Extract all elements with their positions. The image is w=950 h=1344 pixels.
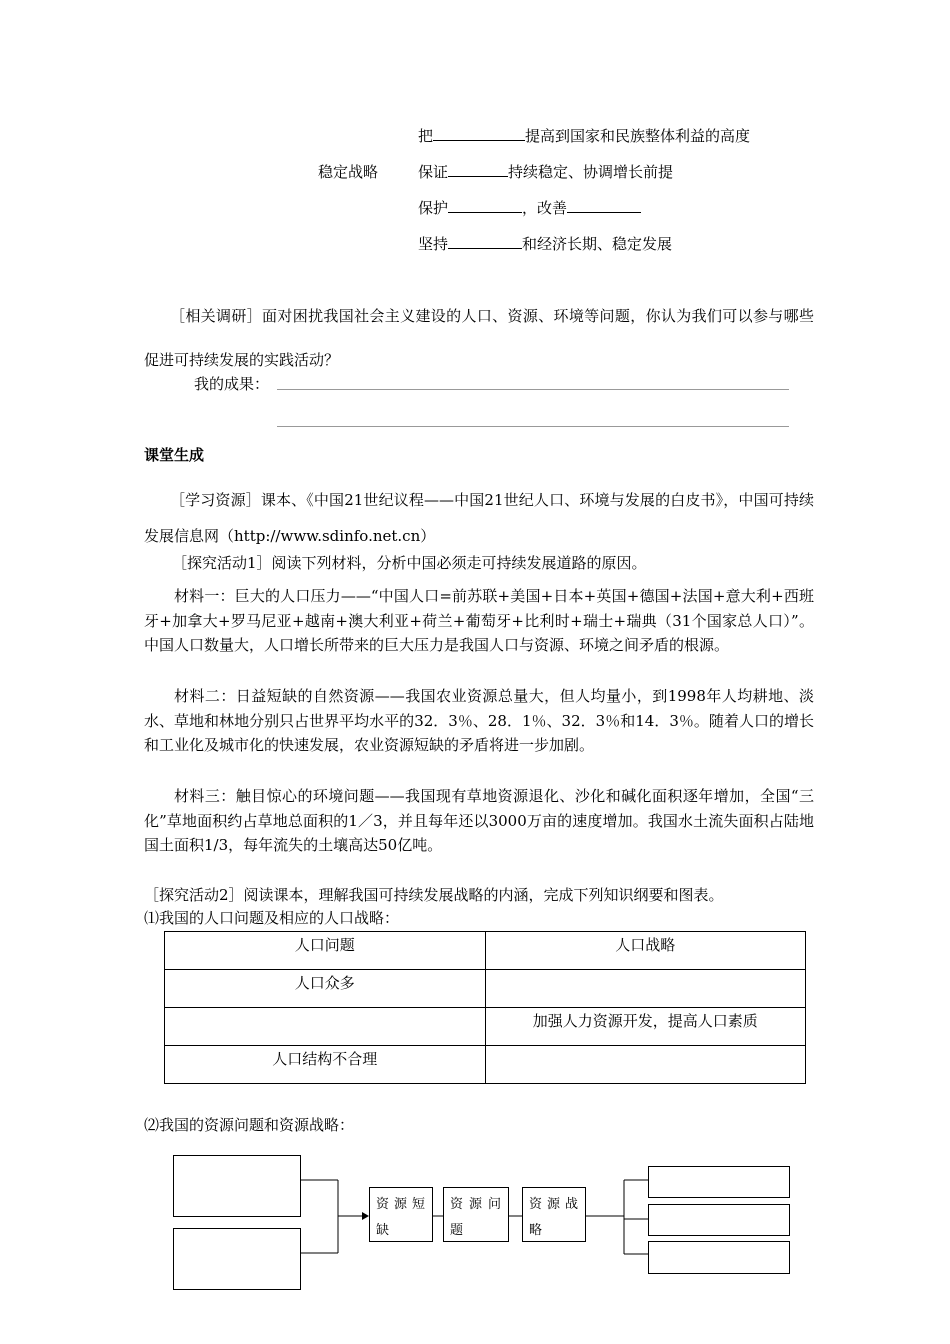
table-header: 人口问题 (165, 932, 486, 970)
resource-problem-box: 资源问题 (443, 1187, 509, 1242)
question-1: ⑴我国的人口问题及相应的人口战略： (144, 909, 400, 927)
resource-cause-box-1[interactable] (173, 1155, 301, 1217)
table-header: 人口战略 (485, 932, 806, 970)
activity1-title: ［探究活动1］阅读下列材料，分析中国必须走可持续发展道路的原因。 (172, 554, 647, 572)
table-cell: 人口众多 (165, 970, 486, 1008)
prefix: 保护 (418, 199, 449, 217)
activity2-title: ［探究活动2］阅读课本，理解我国可持续发展战略的内涵，完成下列知识纲要和图表。 (144, 886, 724, 904)
strategy-answer-box-2[interactable] (648, 1204, 790, 1236)
arrow-head-icon (362, 1212, 369, 1220)
section-title: 课堂生成 (144, 446, 205, 464)
resource-shortage-box: 资源短缺 (369, 1187, 433, 1242)
question-2: ⑵我国的资源问题和资源战略： (144, 1116, 355, 1134)
resource-strategy-box: 资源战略 (522, 1187, 586, 1242)
strategy-answer-box-1[interactable] (648, 1166, 790, 1198)
strategy-label: 稳定战略 (318, 163, 379, 181)
prefix: 保证 (418, 163, 449, 181)
suffix: 持续稳定、协调增长前提 (508, 163, 674, 181)
resource-cause-box-2[interactable] (173, 1228, 301, 1290)
result-label: 我的成果： (194, 375, 270, 393)
prefix: 把 (418, 127, 434, 145)
material-2: 材料二：日益短缺的自然资源——我国农业资源总量大，但人均量小，到1998年人均耕地、淡水、草地和林地分别只占世界平均水平的32．3％、28．1％、32．3％和14．3％。随着人口的增长和工业化及城市化的快速发展，农业资源短缺的矛盾将进一步加剧。 (144, 687, 814, 754)
suffix: 和经济长期、稳定发展 (522, 235, 673, 253)
prefix: 坚持 (418, 235, 449, 253)
material-3: 材料三：触目惊心的环境问题——我国现有草地资源退化、沙化和碱化面积逐年增加，全国“三化”草地面积约占草地总面积的1／3，并且每年还以3000万亩的速度增加。我国水土流失面积占陆地国土面积1/3，每年流失的土壤高达50亿吨。 (144, 787, 814, 854)
material-1: 材料一：巨大的人口压力——“中国人口=前苏联+美国+日本+英国+德国+法国+意大利+西班牙+加拿大+罗马尼亚+越南+澳大利亚+荷兰+葡萄牙+比利时+瑞士+瑞典（31个国家总人口）”。中国人口数量大，人口增长所带来的巨大压力是我国人口与资源、环境之间矛盾的根源。 (144, 587, 815, 654)
research-paragraph: ［相关调研］面对困扰我国社会主义建设的人口、资源、环境等问题，你认为我们可以参与哪些促进可持续发展的实践活动？ (144, 307, 814, 369)
suffix: 提高到国家和民族整体利益的高度 (525, 127, 751, 145)
strategy-answer-box-3[interactable] (648, 1241, 790, 1274)
middle: ，改善 (522, 199, 568, 217)
resources-paragraph: ［学习资源］课本、《中国21世纪议程——中国21世纪人口、环境与发展的白皮书》，中国可持续发展信息网（http://www.sdinfo.net.cn） (144, 491, 814, 545)
table-cell: 加强人力资源开发，提高人口素质 (485, 1008, 806, 1046)
table-cell: 人口结构不合理 (165, 1046, 486, 1084)
